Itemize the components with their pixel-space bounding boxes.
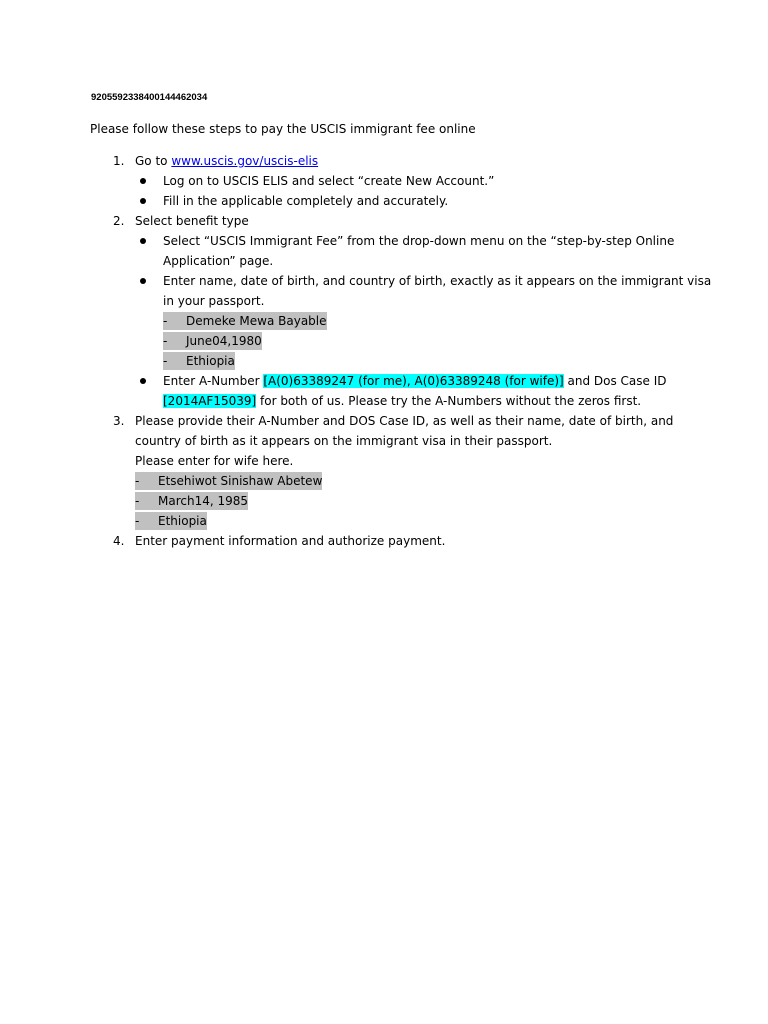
step-2-text: Select benefit type bbox=[135, 214, 249, 228]
bullet-icon bbox=[140, 198, 146, 204]
wife-country: - Ethiopia bbox=[135, 514, 207, 528]
wife-name: - Etsehiwot Sinishaw Abetew bbox=[135, 474, 323, 488]
step-1-bullet-1: Log on to USCIS ELIS and select “create New Account.” bbox=[163, 174, 495, 188]
applicant-country: - Ethiopia bbox=[163, 354, 235, 368]
uscis-elis-link[interactable]: www.uscis.gov/uscis-elis bbox=[171, 154, 319, 168]
step-2-bullet-2-line-1: Enter name, date of birth, and country of birth, exactly as it appears on the immigrant visa bbox=[163, 274, 712, 288]
step-1-bullet-2: Fill in the applicable completely and accurately. bbox=[163, 194, 449, 208]
step-1-number: 1. bbox=[113, 154, 125, 168]
intro-text: Please follow these steps to pay the USCIS immigrant fee online bbox=[90, 122, 476, 136]
bullet-icon bbox=[140, 178, 146, 184]
step-3-line-3: Please enter for wife here. bbox=[135, 454, 294, 468]
wife-dob: - March14, 1985 bbox=[135, 494, 249, 508]
step-2-bullet-2-line-2: in your passport. bbox=[163, 294, 265, 308]
step-3-line-2: country of birth as it appears on the immigrant visa in their passport. bbox=[135, 434, 553, 448]
bullet-icon bbox=[140, 278, 146, 284]
step-2-bullet-3-line-1: Enter A-Number [A(0)63389247 (for me), A(0)63389248 (for wife)] and Dos Case ID bbox=[163, 374, 667, 388]
step-1-text bbox=[135, 152, 318, 170]
step-2-number: 2. bbox=[113, 214, 125, 228]
step-4-text: Enter payment information and authorize payment. bbox=[135, 534, 446, 548]
step-3-number: 3. bbox=[113, 414, 125, 428]
step-2-bullet-1-line-2: Application” page. bbox=[163, 254, 274, 268]
bullet-icon bbox=[140, 378, 146, 384]
a-numbers-highlight: [A(0)63389247 (for me), A(0)63389248 (for wife)] bbox=[263, 374, 564, 388]
bullet-icon bbox=[140, 238, 146, 244]
step-3-line-1: Please provide their A-Number and DOS Case ID, as well as their name, date of birth, and bbox=[135, 414, 674, 428]
step-1-prefix: Go to bbox=[135, 154, 172, 168]
step-4-number: 4. bbox=[113, 534, 125, 548]
case-id-highlight: [2014AF15039] bbox=[163, 394, 257, 408]
applicant-name: - Demeke Mewa Bayable bbox=[163, 314, 327, 328]
applicant-dob: - June04,1980 bbox=[163, 334, 262, 348]
step-2-bullet-1-line-1: Select “USCIS Immigrant Fee” from the drop-down menu on the “step-by-step Online bbox=[163, 234, 675, 248]
tracking-number: 9205592338400144462034 bbox=[91, 92, 208, 103]
step-2-bullet-3-line-2: [2014AF15039] for both of us. Please try the A-Numbers without the zeros first. bbox=[163, 394, 642, 408]
